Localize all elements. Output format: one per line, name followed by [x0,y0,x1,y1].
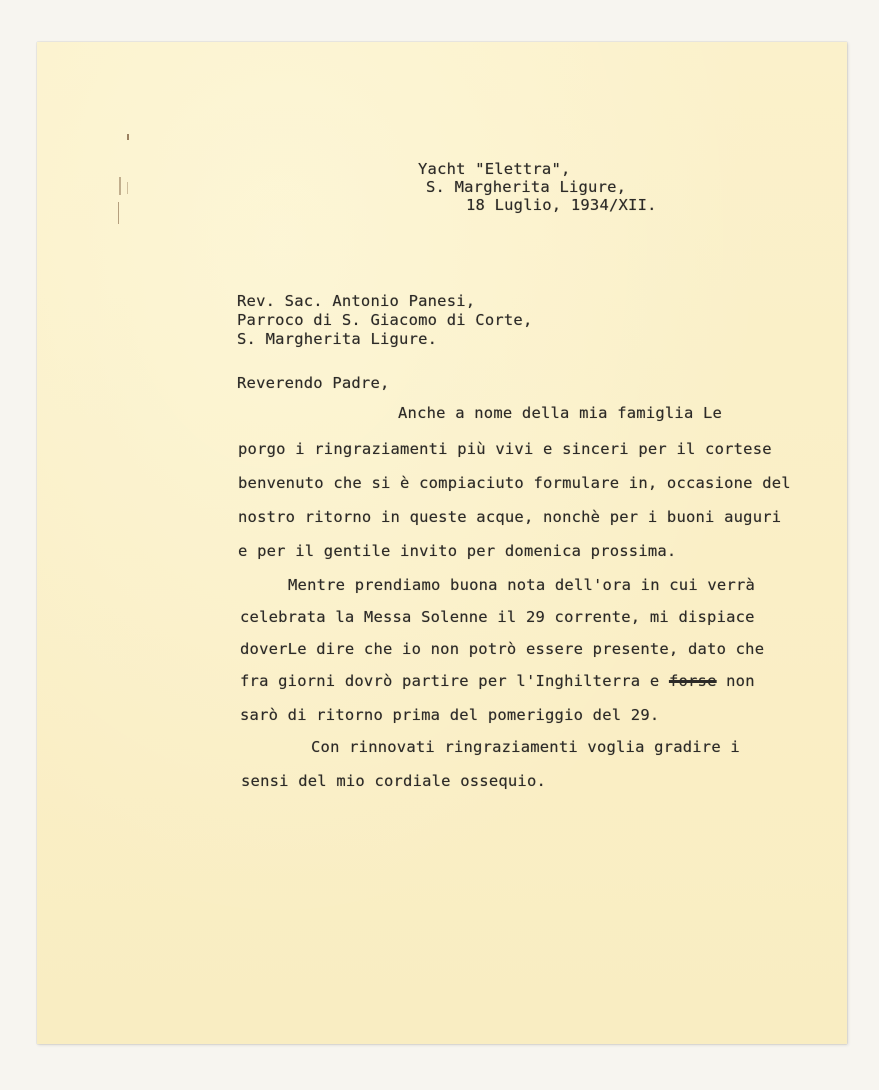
paper-mark [127,134,129,140]
paper-mark [119,177,121,195]
body-text: fra giorni dovrò partire per l'Inghilterra e [240,672,669,690]
recipient-line-2: Parroco di S. Giacomo di Corte, [237,311,533,329]
recipient-line-3: S. Margherita Ligure. [237,330,438,348]
body-line: sarò di ritorno prima del pomeriggio del 29. [240,706,660,724]
body-line: Con rinnovati ringraziamenti voglia gradire i [311,738,740,756]
body-line: nostro ritorno in queste acque, nonchè per i buoni auguri [238,508,782,526]
body-line: benvenuto che si è compiaciuto formulare in, occasione del [238,474,791,492]
closing-line: sensi del mio cordiale ossequio. [241,772,547,790]
heading-line-1: Yacht "Elettra", [418,160,571,178]
body-line: e per il gentile invito per domenica prossima. [238,542,677,560]
body-line [240,672,755,690]
heading-date: 18 Luglio, 1934/XII. [466,196,657,214]
body-line: porgo i ringraziamenti più vivi e sinceri per il cortese [238,440,772,458]
paper-mark [127,182,128,194]
struck-word: forse [668,672,717,690]
body-line: Mentre prendiamo buona nota dell'ora in cui verrà [288,576,756,594]
heading-line-2: S. Margherita Ligure, [426,178,627,196]
body-line: celebrata la Messa Solenne il 29 corrente, mi dispiace [240,608,755,626]
paper-mark [118,202,119,224]
body-text: non [716,672,755,690]
body-line: Anche a nome della mia famiglia Le [398,404,723,422]
body-line: doverLe dire che io non potrò essere presente, dato che [240,640,765,658]
recipient-line-1: Rev. Sac. Antonio Panesi, [237,292,476,310]
salutation: Reverendo Padre, [237,374,390,392]
